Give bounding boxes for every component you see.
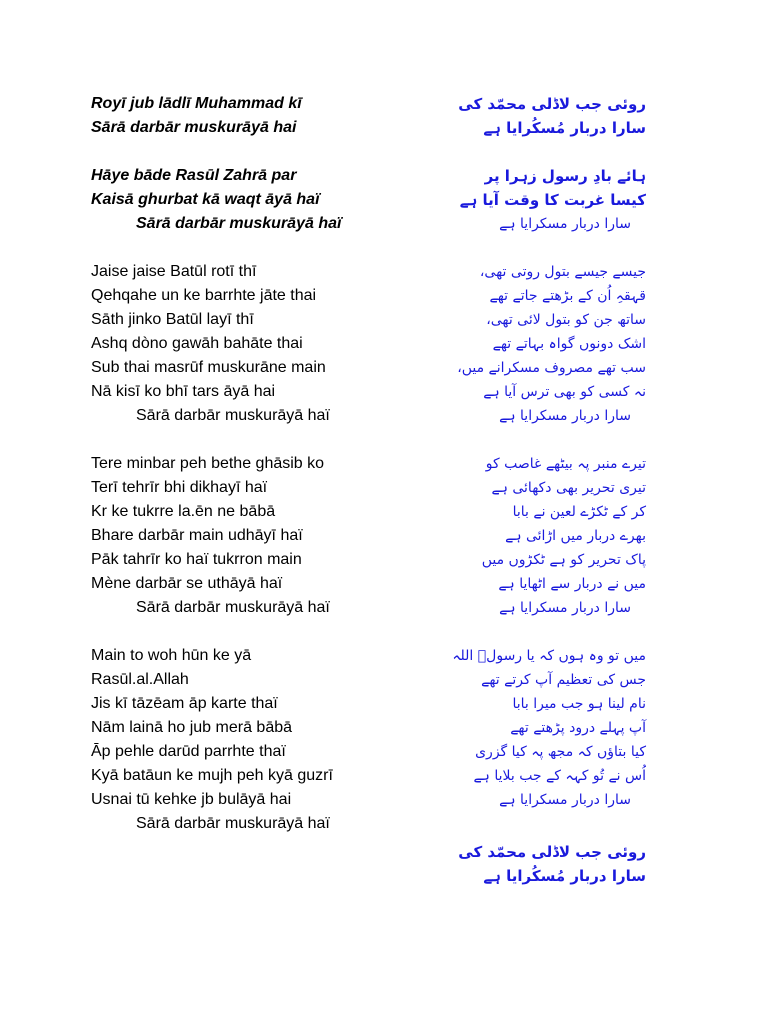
- lyric-line-roman: Hāye bāde Rasūl Zahrā par: [91, 167, 297, 184]
- lyric-line-urdu: پاک تحریر کو ہے ٹکڑوں میں: [481, 552, 646, 568]
- lyric-line-roman: Ashq dòno gawāh bahāte thai: [91, 335, 303, 352]
- lyric-line-urdu: اشک دونوں گواہ بہاتے تھے: [492, 336, 646, 352]
- lyric-line-roman: Jaise jaise Batūl rotī thī: [91, 263, 257, 280]
- lyric-line-urdu: نہ کسی کو بھی ترس آیا ہے: [483, 384, 646, 400]
- lyric-line-urdu: نام لینا ہو جب میرا بابا: [512, 696, 646, 712]
- lyric-line-urdu: قہقہِ اُن کے بڑھتے جاتے تھے: [489, 288, 646, 304]
- lyric-line-roman: Sārā darbār muskurāyā haï: [136, 599, 330, 616]
- lyric-line-roman: Terī tehrīr bhi dikhayī haï: [91, 479, 268, 496]
- lyric-line-urdu: اُس نے تُو کہہ کے جب بلایا ہے: [473, 768, 646, 784]
- lyric-line-urdu: سب تھے مصروف مسکرانے میں،: [457, 360, 646, 376]
- lyric-line-roman: Sāth jinko Batūl layī thī: [91, 311, 254, 328]
- closing-refrain-urdu: سارا دربار مُسکُرایا ہے: [483, 867, 646, 885]
- lyric-line-urdu: سارا دربار مسکرایا ہے: [499, 216, 631, 232]
- lyric-line-urdu: ساتھ جن کو بتول لائی تھی،: [486, 312, 646, 328]
- lyric-line-roman: Kyā batāun ke mujh peh kyā guzrī: [91, 767, 333, 784]
- lyric-line-roman: Qehqahe un ke barrhte jāte thai: [91, 287, 317, 304]
- lyric-line-roman: Rasūl.al.Allah: [91, 671, 189, 688]
- lyric-line-urdu: سارا دربار مسکرایا ہے: [499, 600, 631, 616]
- lyric-line-roman: Bhare darbār main udhāyī haï: [91, 527, 303, 544]
- closing-refrain-urdu: روئی جب لاڈلی محمّد کی: [458, 843, 646, 861]
- lyric-line-urdu: بھرے دربار میں اڑائی ہے: [505, 528, 646, 544]
- lyric-line-urdu: کر کے ٹکڑے لعین نے بابا: [512, 504, 646, 520]
- lyric-line-urdu: تیری تحریر بھی دکھائی ہے: [491, 480, 646, 496]
- lyric-line-roman: Pāk tahrīr ko haï tukrron main: [91, 551, 302, 568]
- lyric-line-urdu: میں تو وہ ہوں کہ یا رسولؐ اللہ: [452, 648, 646, 664]
- lyric-line-urdu: تیرے منبر پہ بیٹھے غاصب کو: [485, 456, 646, 472]
- lyric-line-roman: Mène darbār se uthāyā haï: [91, 575, 283, 592]
- lyric-line-roman: Nām lainā ho jub merā bābā: [91, 719, 293, 736]
- lyric-line-roman: Royī jub lādlī Muhammad kī: [91, 95, 302, 112]
- lyric-line-urdu: کیسا غربت کا وقت آیا ہے: [459, 191, 646, 209]
- lyric-line-urdu: روئی جب لاڈلی محمّد کی: [458, 95, 646, 113]
- lyric-line-urdu: آپ پہلے درود پڑھتے تھے: [510, 720, 646, 736]
- lyric-line-urdu: سارا دربار مُسکُرایا ہے: [483, 119, 646, 137]
- lyric-line-roman: Sārā darbār muskurāyā haï: [136, 815, 330, 832]
- lyric-line-roman: Main to woh hūn ke yā: [91, 647, 252, 664]
- lyric-line-roman: Nā kisī ko bhī tars āyā hai: [91, 383, 276, 400]
- lyric-line-roman: Āp pehle darūd parrhte thaï: [91, 743, 286, 760]
- lyric-line-roman: Sārā darbār muskurāyā hai: [91, 119, 297, 136]
- lyric-line-urdu: کیا بتاؤں کہ مجھ پہ کیا گزری: [475, 744, 646, 760]
- lyric-line-roman: Sārā darbār muskurāyā haï: [136, 215, 342, 232]
- lyric-line-roman: Tere minbar peh bethe ghāsib ko: [91, 455, 325, 472]
- lyric-line-urdu: جیسے جیسے بتول روتی تھی،: [479, 264, 646, 280]
- lyric-line-roman: Jis kī tāzēam āp karte thaï: [91, 695, 278, 712]
- lyric-line-roman: Kaisā ghurbat kā waqt āyā haï: [91, 191, 320, 208]
- lyric-line-roman: Kr ke tukrre la.ēn ne bābā: [91, 503, 276, 520]
- lyric-line-roman: Sārā darbār muskurāyā haï: [136, 407, 330, 424]
- lyric-line-roman: Usnai tū kehke jb bulāyā hai: [91, 791, 292, 808]
- lyric-line-urdu: سارا دربار مسکرایا ہے: [499, 408, 631, 424]
- lyric-line-urdu: ہائے بادِ رسول زہرا پر: [484, 167, 646, 185]
- lyric-line-urdu: جس کی تعظیم آپ کرتے تھے: [481, 672, 646, 688]
- lyric-line-urdu: سارا دربار مسکرایا ہے: [499, 792, 631, 808]
- lyric-line-urdu: میں نے دربار سے اٹھایا ہے: [498, 576, 646, 592]
- lyric-line-roman: Sub thai masrūf muskurāne main: [91, 359, 326, 376]
